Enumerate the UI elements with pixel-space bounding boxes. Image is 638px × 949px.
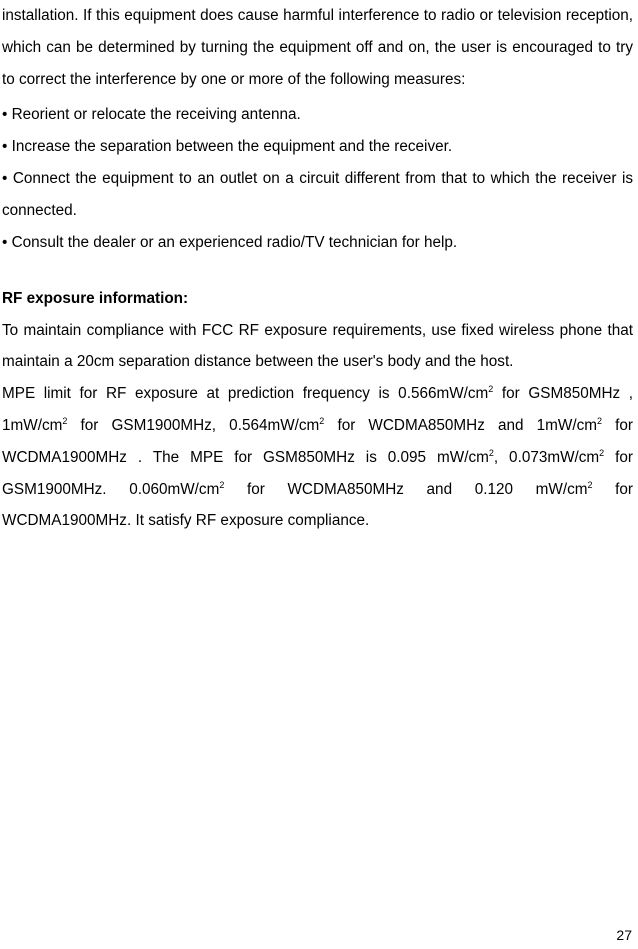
mpe-text: , 0.073mW/cm	[493, 448, 600, 466]
superscript: 2	[597, 415, 603, 426]
mpe-text: for GSM1900MHz. 0.060mW/cm	[2, 448, 633, 498]
rf-exposure-heading: RF exposure information:	[2, 289, 189, 307]
list-item: • Consult the dealer or an experienced radio/TV technician for help.	[2, 233, 458, 251]
mpe-text: for GSM850MHz , 1mW/cm	[2, 385, 634, 434]
superscript: 2	[62, 415, 68, 426]
mpe-text: for GSM1900MHz, 0.564mW/cm	[67, 416, 320, 434]
list-item: • Increase the separation between the equipment and the receiver.	[2, 138, 453, 156]
rf-compliance-paragraph: To maintain compliance with FCC RF exposure requirements, use fixed wireless phone that maintain a 20cm separation distance between the user's body and the host.	[2, 321, 633, 371]
mpe-limit-paragraph	[2, 378, 633, 537]
mpe-text: for WCDMA850MHz and 1mW/cm	[324, 416, 597, 434]
superscript: 2	[319, 415, 325, 426]
measures-list	[2, 99, 633, 258]
mpe-text: MPE limit for RF exposure at prediction frequency is 0.566mW/cm	[2, 385, 489, 403]
list-item: • Connect the equipment to an outlet on a circuit different from that to which the receiver is connected.	[2, 169, 633, 219]
page-number: 27	[616, 927, 632, 943]
mpe-text: for WCDMA1900MHz. It satisfy RF exposure compliance.	[2, 480, 633, 530]
document-page	[2, 0, 633, 537]
superscript: 2	[219, 479, 225, 490]
intro-paragraph: installation. If this equipment does cause harmful interference to radio or television reception, which can be determined by turning the equipment off and on, the user is encouraged to try to correct the interference by one or more of the following measures:	[2, 7, 633, 88]
superscript: 2	[488, 384, 494, 395]
superscript: 2	[587, 479, 593, 490]
mpe-text: for WCDMA850MHz and 0.120 mW/cm	[224, 480, 588, 498]
superscript: 2	[599, 447, 605, 458]
mpe-text: for WCDMA1900MHz . The MPE for GSM850MHz is 0.095 mW/cm	[2, 416, 634, 466]
list-item: • Reorient or relocate the receiving antenna.	[2, 106, 301, 124]
superscript: 2	[488, 447, 494, 458]
